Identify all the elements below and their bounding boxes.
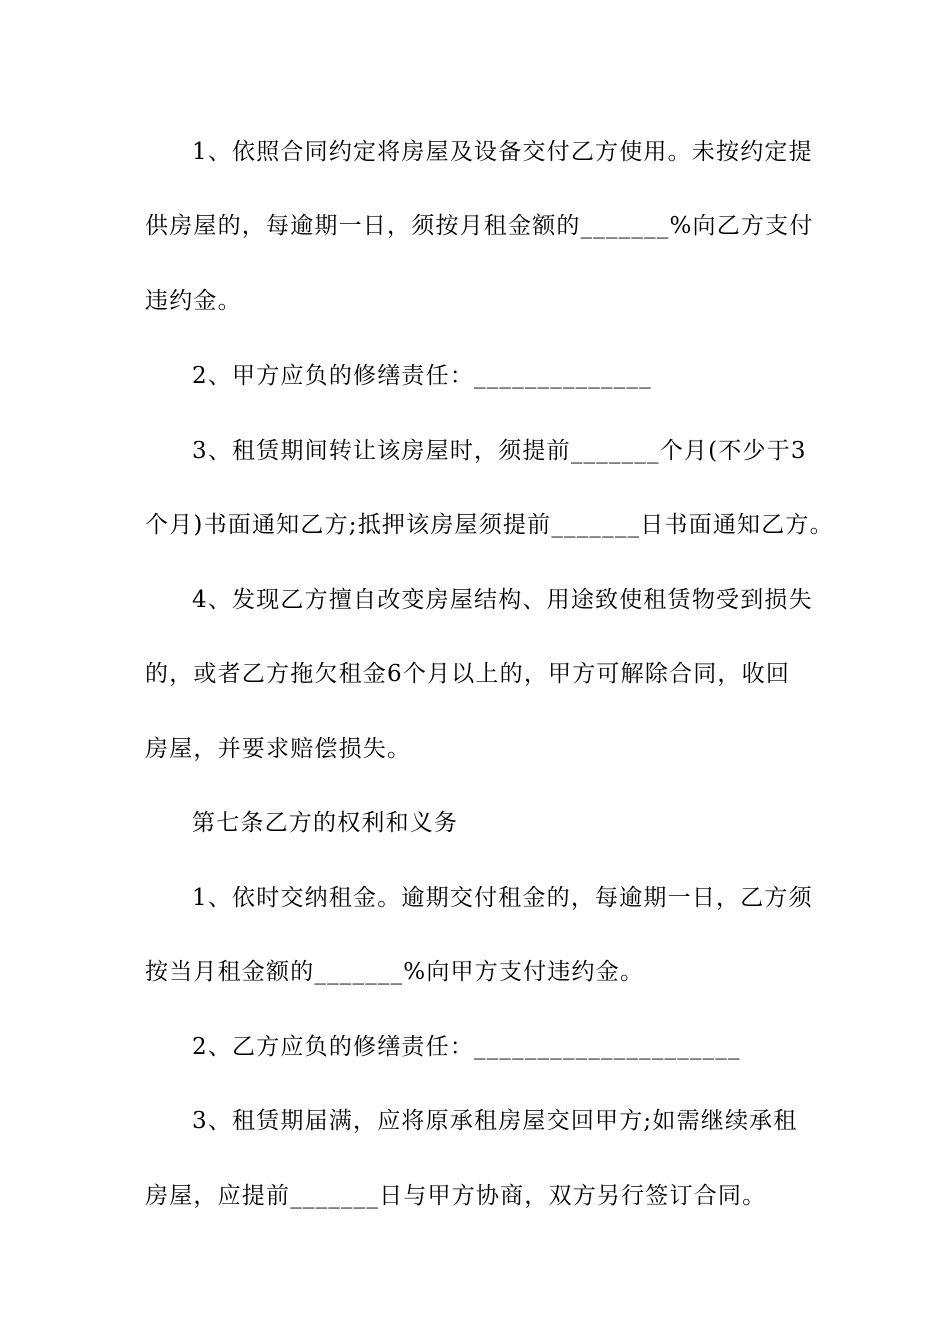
paragraph-6-line-1: 2、乙方应负的修缮责任：_____________________ bbox=[192, 1034, 741, 1060]
paragraph-3-line-2: 个月)书面通知乙方;抵押该房屋须提前_______日书面通知乙方。 bbox=[145, 512, 834, 538]
paragraph-4-line-1: 4、发现乙方擅自改变房屋结构、用途致使租赁物受到损失 bbox=[192, 587, 813, 613]
paragraph-1-line-2: 供房屋的，每逾期一日，须按月租金额的_______%向乙方支付 bbox=[145, 213, 814, 239]
paragraph-2-line-1: 2、甲方应负的修缮责任：______________ bbox=[192, 363, 652, 389]
paragraph-5-line-1: 1、依时交纳租金。逾期交付租金的，每逾期一日，乙方须 bbox=[192, 885, 813, 911]
paragraph-3-line-1: 3、租赁期间转让该房屋时，须提前_______个月(不少于3 bbox=[192, 438, 807, 464]
paragraph-4-line-2: 的，或者乙方拖欠租金6个月以上的，甲方可解除合同，收回 bbox=[145, 661, 791, 687]
paragraph-1-line-1: 1、依照合同约定将房屋及设备交付乙方使用。未按约定提 bbox=[192, 139, 813, 165]
paragraph-7-line-2: 房屋，应提前_______日与甲方协商，双方另行签订合同。 bbox=[145, 1183, 767, 1209]
paragraph-5-line-2: 按当月租金额的_______%向甲方支付违约金。 bbox=[145, 959, 645, 985]
paragraph-7-line-1: 3、租赁期届满，应将原承租房屋交回甲方;如需继续承租 bbox=[192, 1108, 798, 1134]
section-heading-article-7: 第七条乙方的权利和义务 bbox=[192, 810, 459, 836]
paragraph-1-line-3: 违约金。 bbox=[145, 288, 242, 314]
paragraph-4-line-3: 房屋，并要求赔偿损失。 bbox=[145, 736, 412, 762]
